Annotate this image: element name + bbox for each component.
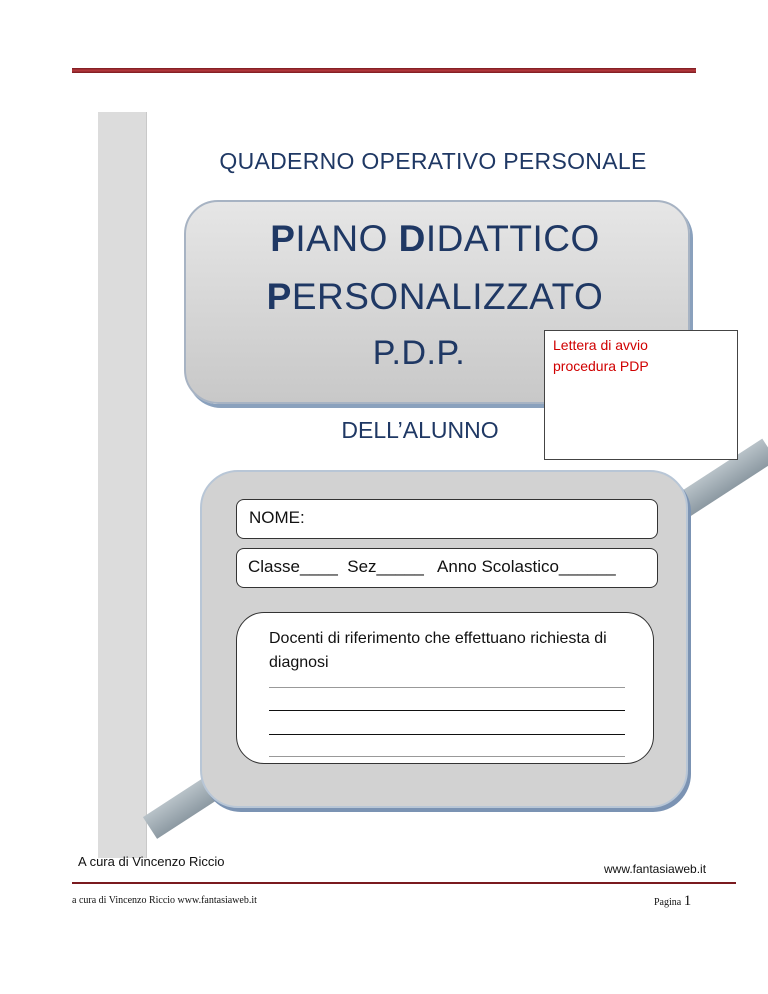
writing-line	[269, 687, 625, 688]
student-heading: DELL’ALUNNO	[341, 417, 499, 443]
top-rule	[72, 68, 696, 73]
class-line: Classe____ Sez_____ Anno Scolastico______	[248, 557, 616, 576]
document-title: QUADERNO OPERATIVO PERSONALE	[219, 148, 647, 174]
author-credit: A cura di Vincenzo Riccio	[78, 854, 225, 869]
plan-title-line-1: PIANO DIDATTICO	[270, 218, 600, 259]
plan-acronym: P.D.P.	[372, 334, 466, 372]
letter-box	[544, 330, 738, 460]
letter-text: Lettera di avvio procedura PDP	[553, 337, 649, 374]
teachers-label: Docenti di riferimento che effettuano richiesta di diagnosi	[269, 630, 607, 671]
name-label: NOME:	[249, 508, 305, 527]
plan-title-line-2: PERSONALIZZATO	[266, 276, 604, 317]
writing-line	[269, 734, 625, 735]
teachers-field[interactable]	[236, 612, 654, 764]
footer-rule	[72, 882, 736, 884]
writing-line	[269, 710, 625, 711]
side-bar	[98, 112, 147, 858]
writing-line	[269, 756, 625, 757]
website-credit: www.fantasiaweb.it	[604, 862, 707, 876]
name-field[interactable]	[236, 499, 658, 539]
class-field[interactable]	[236, 548, 658, 588]
page-number: Pagina 1	[654, 893, 692, 909]
footer-credit: a cura di Vincenzo Riccio www.fantasiaweb.it	[72, 895, 257, 906]
